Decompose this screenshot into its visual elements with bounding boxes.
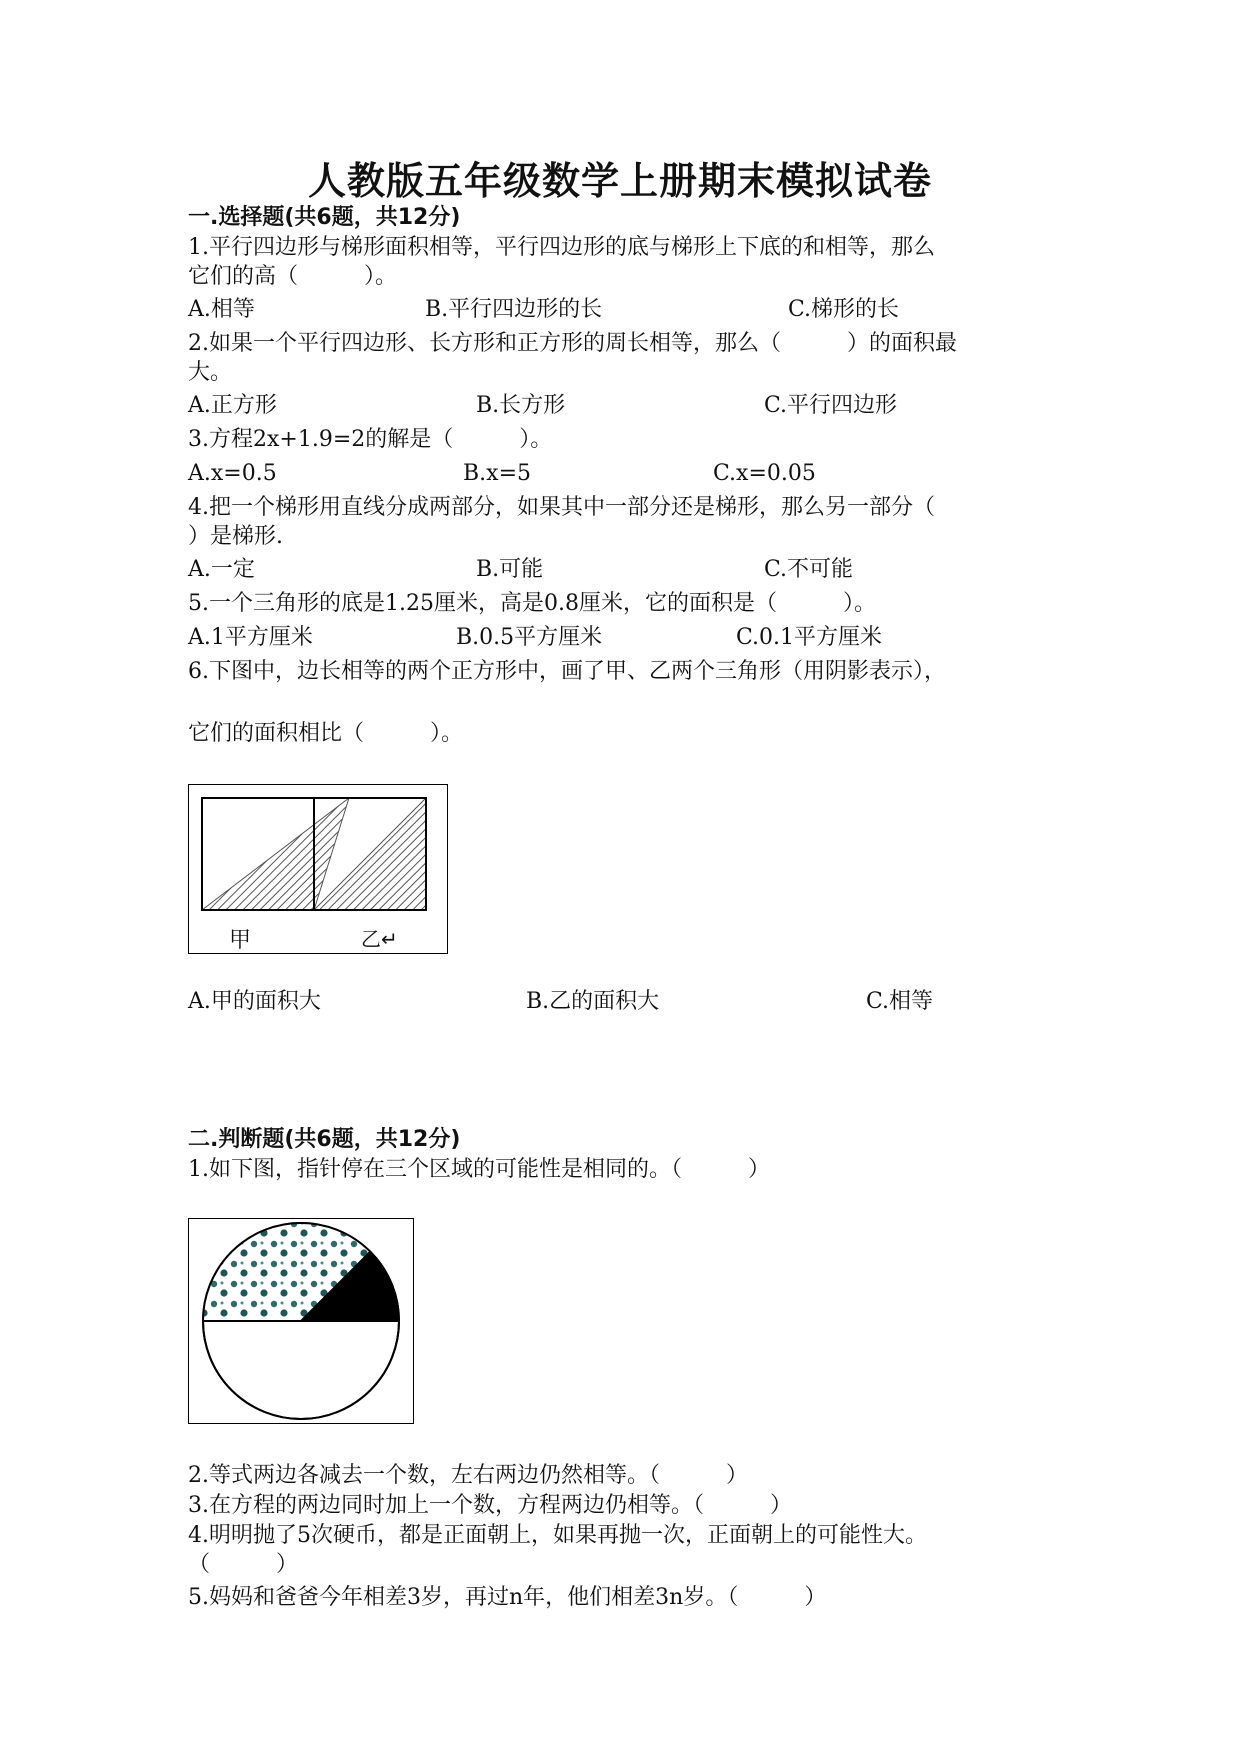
section-heading-judgement: 二.判断题(共6题，共12分) xyxy=(188,1127,461,1152)
question-4-option-c[interactable]: C.不可能 xyxy=(764,557,854,582)
question-1-option-a[interactable]: A.相等 xyxy=(188,297,255,322)
question-6-line-1: 6.下图中，边长相等的两个正方形中，画了甲、乙两个三角形（用阴影表示）， xyxy=(188,659,946,684)
question-6-option-c[interactable]: C.相等 xyxy=(866,989,934,1014)
question-3-option-b[interactable]: B.x=5 xyxy=(463,461,531,486)
judgement-2: 2.等式两边各减去一个数，左右两边仍然相等。（ ） xyxy=(188,1463,748,1488)
question-5-option-b[interactable]: B.0.5平方厘米 xyxy=(456,625,603,650)
question-5-option-c[interactable]: C.0.1平方厘米 xyxy=(736,625,883,650)
judgement-1: 1.如下图，指针停在三个区域的可能性是相同的。（ ） xyxy=(188,1157,770,1182)
judgement-4-line-1: 4.明明抛了5次硬币，都是正面朝上，如果再抛一次，正面朝上的可能性大。 xyxy=(188,1523,927,1548)
question-1-line-2: 它们的高（ ）。 xyxy=(188,264,398,289)
question-1-line-1: 1.平行四边形与梯形面积相等，平行四边形的底与梯形上下底的和相等，那么 xyxy=(188,235,935,260)
question-6-option-b[interactable]: B.乙的面积大 xyxy=(526,989,660,1014)
triangles-figure xyxy=(188,784,448,954)
judgement-3: 3.在方程的两边同时加上一个数，方程两边仍相等。（ ） xyxy=(188,1493,792,1518)
judgement-5: 5.妈妈和爸爸今年相差3岁，再过n年，他们相差3n岁。（ ） xyxy=(188,1585,827,1610)
triangles-figure-drawing xyxy=(189,785,447,953)
question-1-option-c[interactable]: C.梯形的长 xyxy=(788,297,900,322)
question-4-option-a[interactable]: A.一定 xyxy=(188,557,255,582)
question-2-line-1: 2.如果一个平行四边形、长方形和正方形的周长相等，那么（ ）的面积最 xyxy=(188,331,957,356)
question-3-line-1: 3.方程2x+1.9=2的解是（ ）。 xyxy=(188,427,553,452)
question-5-line-1: 5.一个三角形的底是1.25厘米，高是0.8厘米，它的面积是（ ）。 xyxy=(188,591,876,616)
question-4-line-1: 4.把一个梯形用直线分成两部分，如果其中一部分还是梯形，那么另一部分（ xyxy=(188,495,935,520)
question-2-option-b[interactable]: B.长方形 xyxy=(476,393,566,418)
label-yi: 乙↵ xyxy=(361,927,398,951)
spinner-drawing xyxy=(189,1219,413,1423)
question-6-option-a[interactable]: A.甲的面积大 xyxy=(188,989,321,1014)
section-heading-choice: 一.选择题(共6题，共12分) xyxy=(188,205,461,230)
question-2-option-a[interactable]: A.正方形 xyxy=(188,393,277,418)
question-5-option-a[interactable]: A.1平方厘米 xyxy=(188,625,313,650)
question-4-option-b[interactable]: B.可能 xyxy=(476,557,544,582)
triangle-jia xyxy=(202,798,349,910)
question-2-line-2: 大。 xyxy=(188,360,233,385)
question-4-line-2: ）是梯形. xyxy=(188,524,283,549)
question-1-option-b[interactable]: B.平行四边形的长 xyxy=(425,297,603,322)
judgement-4-line-2: （ ） xyxy=(188,1552,299,1577)
question-3-option-c[interactable]: C.x=0.05 xyxy=(713,461,816,486)
question-2-option-c[interactable]: C.平行四边形 xyxy=(764,393,898,418)
question-3-option-a[interactable]: A.x=0.5 xyxy=(188,461,277,486)
spinner-figure xyxy=(188,1218,414,1424)
label-jia: 甲 xyxy=(229,928,252,953)
page-title: 人教版五年级数学上册期末模拟试卷 xyxy=(307,159,932,203)
question-6-line-2: 它们的面积相比（ ）。 xyxy=(188,721,464,746)
